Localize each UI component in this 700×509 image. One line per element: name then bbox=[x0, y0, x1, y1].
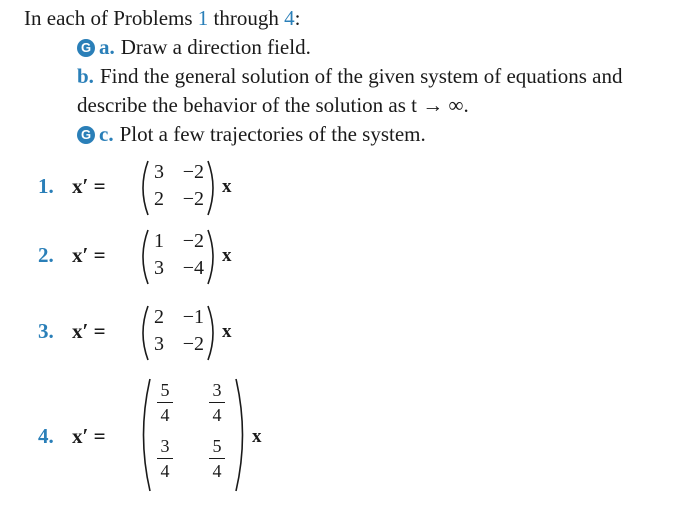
fraction-bar bbox=[209, 458, 225, 459]
part-b-continued: describe the behavior of the solution as t → ∞. bbox=[77, 93, 469, 117]
matrix-entry-fraction bbox=[206, 436, 228, 481]
right-paren bbox=[206, 160, 220, 216]
matrix-entry: 2 bbox=[154, 306, 164, 328]
part-a-label: a. bbox=[99, 35, 115, 59]
equation-lhs: x′ = bbox=[72, 424, 106, 448]
equation-lhs: x′ = bbox=[72, 174, 106, 198]
left-paren bbox=[136, 378, 152, 492]
numerator: 3 bbox=[160, 436, 170, 456]
part-a-text: Draw a direction field. bbox=[120, 35, 311, 59]
numerator: 3 bbox=[212, 380, 222, 400]
matrix-entry: −2 bbox=[182, 333, 204, 355]
matrix-entry-fraction bbox=[154, 380, 176, 425]
matrix-entry-fraction bbox=[154, 436, 176, 481]
vector-x: x bbox=[222, 245, 232, 266]
part-b-text: Find the general solution of the given system of equations and bbox=[99, 64, 623, 88]
matrix-entry: −2 bbox=[182, 161, 204, 183]
part-b-label: b. bbox=[77, 64, 94, 88]
denominator: 4 bbox=[160, 461, 170, 482]
right-paren bbox=[206, 229, 220, 285]
denominator: 4 bbox=[212, 461, 222, 482]
fraction-bar bbox=[209, 402, 225, 403]
part-a bbox=[77, 35, 311, 60]
intro-suffix: : bbox=[294, 6, 301, 30]
matrix-entry: 2 bbox=[154, 188, 164, 210]
equation-lhs: x′ = bbox=[72, 319, 106, 343]
intro-middle: through bbox=[208, 6, 285, 30]
matrix-entry: 3 bbox=[154, 257, 164, 279]
matrix-entry: 3 bbox=[154, 333, 164, 355]
problem-number: 2. bbox=[38, 243, 54, 267]
right-paren bbox=[234, 378, 250, 492]
fraction-bar bbox=[157, 458, 173, 459]
problem-number: 3. bbox=[38, 319, 54, 343]
matrix-entry: 1 bbox=[154, 230, 164, 252]
intro-prefix: In each of Problems bbox=[24, 6, 198, 30]
numerator: 5 bbox=[160, 380, 170, 400]
fraction-bar bbox=[157, 402, 173, 403]
denominator: 4 bbox=[212, 405, 222, 426]
numerator: 5 bbox=[212, 436, 222, 456]
equation-lhs: x′ = bbox=[72, 243, 106, 267]
vector-x: x bbox=[252, 426, 262, 447]
problem-number: 1. bbox=[38, 174, 54, 198]
graphing-icon: G bbox=[77, 126, 95, 144]
problem-link-end[interactable]: 4 bbox=[284, 6, 295, 30]
matrix-entry: −2 bbox=[182, 230, 204, 252]
matrix-entry-fraction bbox=[206, 380, 228, 425]
graphing-icon: G bbox=[77, 39, 95, 57]
part-b bbox=[77, 64, 623, 89]
matrix-entry: −2 bbox=[182, 188, 204, 210]
denominator: 4 bbox=[160, 405, 170, 426]
problem-number: 4. bbox=[38, 424, 54, 448]
vector-x: x bbox=[222, 176, 232, 197]
vector-x: x bbox=[222, 321, 232, 342]
part-c-label: c. bbox=[99, 122, 114, 146]
part-c-text: Plot a few trajectories of the system. bbox=[119, 122, 426, 146]
problem-link-start[interactable]: 1 bbox=[197, 6, 209, 30]
matrix-entry: −4 bbox=[182, 257, 204, 279]
matrix-entry: −1 bbox=[182, 306, 204, 328]
right-paren bbox=[206, 305, 220, 361]
matrix-entry: 3 bbox=[154, 161, 164, 183]
part-c bbox=[77, 122, 426, 147]
intro-text bbox=[24, 6, 300, 31]
